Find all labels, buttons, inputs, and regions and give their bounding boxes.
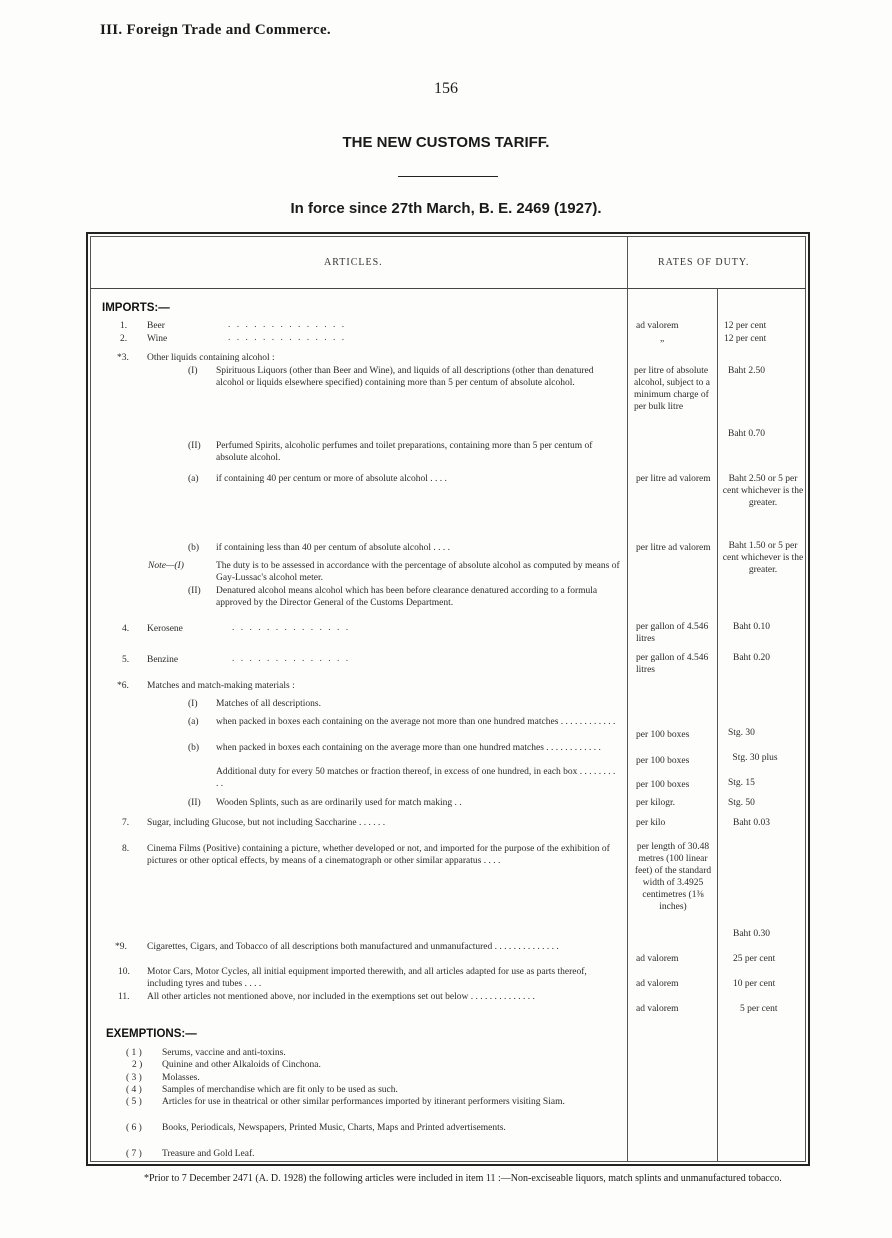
matches-ii-basis: per kilogr. [636, 798, 676, 808]
exemptions-heading: EXEMPTIONS:— [106, 1028, 197, 1040]
header-rates: RATES OF DUTY. [658, 257, 750, 268]
matches-i-text: Matches of all descriptions. [216, 699, 322, 709]
matches-b-basis: per 100 boxes [636, 756, 690, 766]
matches-a-rate: Stg. 30 [728, 728, 755, 738]
column-divider-rates [717, 288, 718, 1162]
liquids-i-basis: per litre of absolute alcohol, subject to a minimum charge of per bulk litre [634, 366, 710, 412]
title-rule [398, 176, 498, 177]
cinema-rate: Baht 0.30 [733, 929, 770, 939]
item-cigarettes: Cigarettes, Cigars, and Tobacco of all descriptions both manufactured and unmanufactured . . . . . . . . . . . . . . [147, 942, 559, 952]
item-number: *3. [117, 353, 129, 363]
beer-basis: ad valorem [636, 321, 679, 331]
exemption-mark: ( 3 ) [126, 1073, 142, 1083]
item-other-liquids: Other liquids containing alcohol : [147, 353, 275, 363]
matches-ii-rate: Stg. 50 [728, 798, 755, 808]
item-number: *6. [117, 681, 129, 691]
item-matches: Matches and match-making materials : [147, 681, 295, 691]
item-other-articles: All other articles not mentioned above, nor included in the exemptions set out below . . . . . . . . . . . . . . [147, 992, 535, 1002]
other-rate: 5 per cent [740, 1004, 778, 1014]
liquids-i-text: Spirituous Liquors (other than Beer and Wine), and liquids of all descriptions (other than denatured alcohol or liquids elsewhere specified) containing more than 5 per centum of absolute alcohol. [216, 366, 594, 388]
motor-rate: 10 per cent [733, 979, 776, 989]
matches-a-text: when packed in boxes each containing on the average not more than one hundred matches . . . . . . . . . . . . [216, 717, 616, 727]
sugar-rate: Baht 0.03 [733, 818, 770, 828]
sub-mark: (I) [188, 699, 198, 709]
cigarettes-basis: ad valorem [636, 954, 679, 964]
liquids-i-rate: Baht 2.50 [728, 366, 765, 376]
leader-dots: . . . . . . . . . . . . . . [228, 320, 347, 330]
leader-dots: . . . . . . . . . . . . . . [228, 333, 347, 343]
sub-mark: (b) [188, 743, 200, 753]
item-number: 2. [120, 334, 128, 344]
sub-mark: (a) [188, 474, 199, 484]
matches-a-basis: per 100 boxes [636, 730, 690, 740]
exemption-item: Treasure and Gold Leaf. [162, 1149, 255, 1159]
leader-dots: . . . . . . . . . . . . . . [232, 623, 351, 633]
exemption-mark: ( 1 ) [126, 1048, 142, 1058]
motor-basis: ad valorem [636, 979, 679, 989]
kerosene-basis: per gallon of 4.546 litres [636, 622, 709, 644]
beer-rate: 12 per cent [724, 321, 767, 331]
footnote: *Prior to 7 December 2471 (A. D. 1928) the following articles were included in item 11 :—Non-exciseable liquors, match splints and unmanufactured tobacco. [144, 1173, 782, 1184]
liquids-a-text: if containing 40 per centum or more of absolute alcohol . . . . [216, 474, 447, 484]
matches-additional-text: Additional duty for every 50 matches or fraction thereof, in excess of one hundred, in each box . . . . . . . . . . [216, 767, 616, 789]
leader-dots: . . . . . . . . . . . . . . [232, 654, 351, 664]
exemption-mark: ( 7 ) [126, 1149, 142, 1159]
note-label: Note—(I) [148, 561, 184, 571]
matches-additional-rate: Stg. 15 [728, 778, 755, 788]
matches-b-text: when packed in boxes each containing on the average more than one hundred matches . . . . . . . . . . . . [216, 743, 601, 753]
header-articles: ARTICLES. [324, 257, 383, 268]
item-number: *9. [115, 942, 127, 952]
page-subtitle: In force since 27th March, B. E. 2469 (1927). [290, 200, 602, 217]
item-number: 7. [122, 818, 130, 828]
item-number: 5. [122, 655, 130, 665]
sub-mark: (II) [188, 586, 201, 596]
page-title: THE NEW CUSTOMS TARIFF. [342, 134, 550, 151]
item-number: 8. [122, 844, 130, 854]
page-number: 156 [434, 80, 458, 97]
sub-mark: (b) [188, 543, 200, 553]
liquids-a-rate: Baht 2.50 or 5 per cent whichever is the greater. [722, 474, 804, 508]
matches-additional-basis: per 100 boxes [636, 780, 690, 790]
exemption-mark: ( 6 ) [126, 1123, 142, 1133]
column-divider-articles [627, 236, 628, 1162]
sub-mark: (II) [188, 441, 201, 451]
exemption-item: Quinine and other Alkaloids of Cinchona. [162, 1060, 321, 1070]
section-title: III. Foreign Trade and Commerce. [100, 22, 331, 38]
exemption-item: Articles for use in theatrical or other similar performances imported by itinerant performers visiting Siam. [162, 1097, 565, 1107]
liquids-b-basis: per litre ad valorem [636, 543, 711, 553]
cigarettes-rate: 25 per cent [733, 954, 776, 964]
liquids-i-min-rate: Baht 0.70 [728, 429, 765, 439]
item-beer: Beer [147, 321, 165, 331]
exemption-item: Samples of merchandise which are fit only to be used as such. [162, 1085, 398, 1095]
wine-rate: 12 per cent [724, 334, 767, 344]
kerosene-rate: Baht 0.10 [733, 622, 770, 632]
cinema-basis: per length of 30.48 metres (100 linear feet) of the standard width of 3.4925 centimetres (1⅜ inches) [634, 842, 712, 912]
item-number: 11. [118, 992, 130, 1002]
matches-b-rate: Stg. 30 plus [732, 753, 778, 763]
item-wine: Wine [147, 334, 168, 344]
exemption-mark: ( 4 ) [126, 1085, 142, 1095]
item-number: 10. [118, 967, 130, 977]
sub-mark: (a) [188, 717, 199, 727]
item-cinema-films: Cinema Films (Positive) containing a picture, whether developed or not, and imported for the purpose of the exhibition of pictures or other optical effects, by means of a cinematograph or other similar apparatus . . . . [147, 844, 610, 866]
liquids-ii-text: Perfumed Spirits, alcoholic perfumes and toilet preparations, containing more than 5 per centum of absolute alcohol. [216, 441, 593, 463]
sub-mark: (I) [188, 366, 198, 376]
liquids-b-text: if containing less than 40 per centum of absolute alcohol . . . . [216, 543, 451, 553]
liquids-a-basis: per litre ad valorem [636, 474, 711, 484]
exemption-mark: 2 ) [132, 1060, 143, 1070]
other-basis: ad valorem [636, 1004, 679, 1014]
item-sugar: Sugar, including Glucose, but not including Saccharine . . . . . . [147, 818, 386, 828]
benzine-rate: Baht 0.20 [733, 653, 770, 663]
header-rule [90, 288, 806, 289]
item-motor-cars: Motor Cars, Motor Cycles, all initial equipment imported therewith, and all articles adapted for use as parts thereof, including tyres and tubes . . . . [147, 967, 587, 989]
item-number: 4. [122, 624, 130, 634]
item-benzine: Benzine [147, 655, 179, 665]
sub-mark: (II) [188, 798, 201, 808]
item-number: 1. [120, 321, 128, 331]
benzine-basis: per gallon of 4.546 litres [636, 653, 709, 675]
liquids-b-rate: Baht 1.50 or 5 per cent whichever is the greater. [722, 541, 804, 575]
wine-basis: „ [660, 334, 665, 344]
matches-ii-text: Wooden Splints, such as are ordinarily used for match making . . [216, 798, 462, 808]
item-kerosene: Kerosene [147, 624, 183, 634]
exemption-item: Molasses. [162, 1073, 200, 1083]
sugar-basis: per kilo [636, 818, 666, 828]
exemption-item: Books, Periodicals, Newspapers, Printed Music, Charts, Maps and Printed advertisements. [162, 1123, 506, 1133]
exemption-mark: ( 5 ) [126, 1097, 142, 1107]
note-ii-text: Denatured alcohol means alcohol which has been before clearance denatured according to a formula approved by the Director General of the Customs Department. [216, 586, 598, 608]
imports-heading: IMPORTS:— [102, 302, 170, 314]
note-i-text: The duty is to be assessed in accordance with the percentage of absolute alcohol as computed by means of Gay-Lussac's alcohol meter. [216, 561, 620, 583]
exemption-item: Serums, vaccine and anti-toxins. [162, 1048, 286, 1058]
